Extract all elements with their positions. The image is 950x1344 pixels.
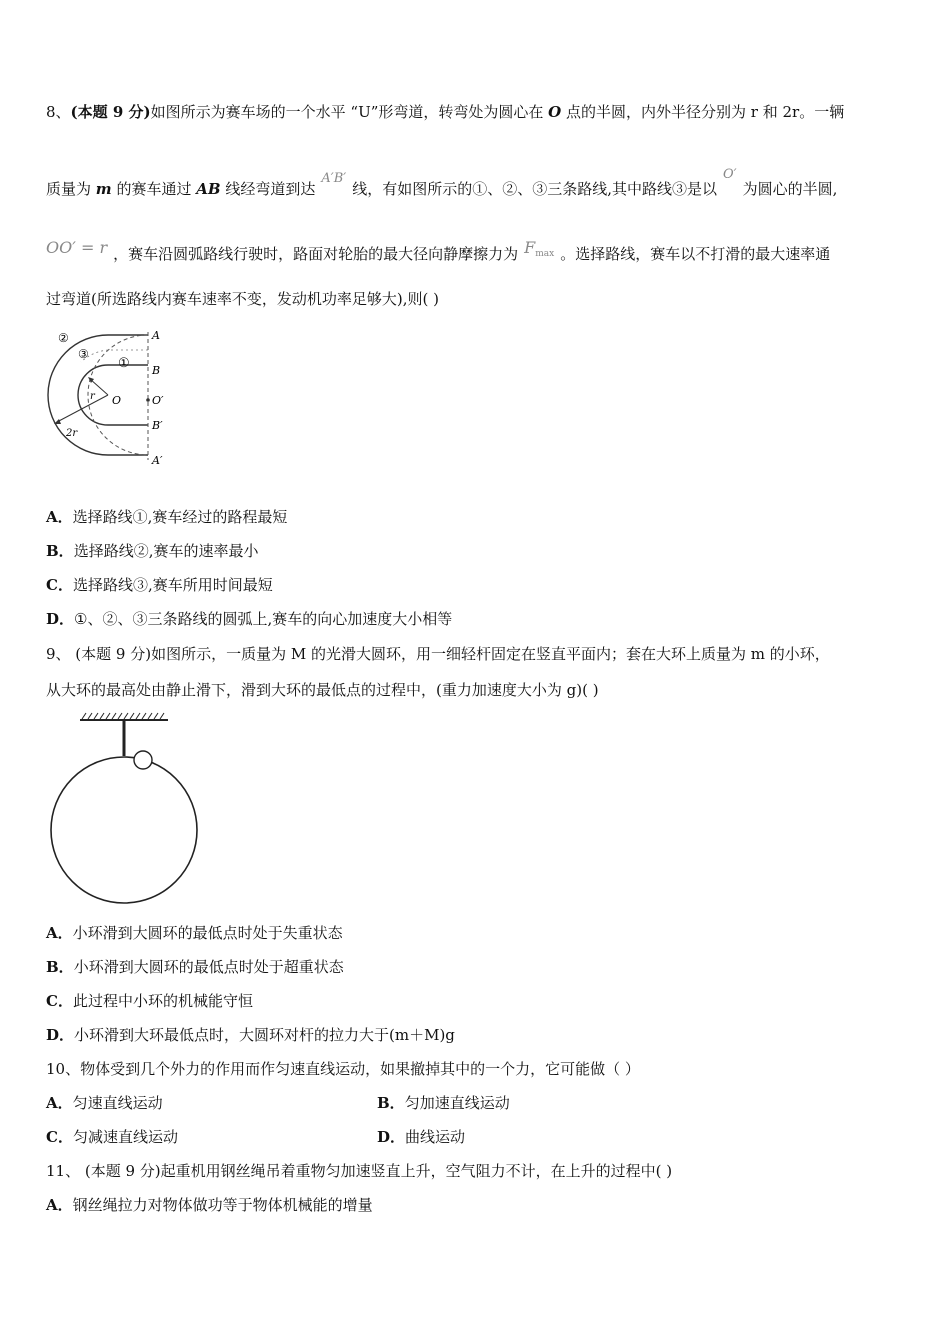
q9-text-1: 9、 (本题 9 分)如图所示，一质量为 M 的光滑大圆环，用一细轻杆固定在竖直平面内；套在大环上质量为 m 的小环， <box>46 645 830 663</box>
large-ring <box>51 757 197 903</box>
q8-fmax-sub: max <box>535 249 555 259</box>
ring-figure <box>46 712 206 908</box>
q10-option-d-label: D． <box>377 1128 406 1146</box>
q9-option-d <box>46 1025 455 1045</box>
q8-line-3 <box>46 238 830 264</box>
q8-line-1 <box>46 102 844 122</box>
q10-option-c-text: 匀减速直线运动 <box>72 1128 178 1146</box>
u-turn-track-figure <box>40 322 180 472</box>
radius-r-label: r <box>90 391 95 402</box>
q9-option-c <box>46 991 253 1011</box>
route-3-label: ③ <box>78 347 89 361</box>
q9-option-a <box>46 923 343 943</box>
q9-option-d-text: 小环滑到大环最低点时，大圆环对杆的拉力大于(m＋M)g <box>74 1026 455 1044</box>
q9-text-2: 从大环的最高处由静止滑下，滑到大环的最低点的过程中，(重力加速度大小为 g)( ) <box>46 681 599 699</box>
q10-option-b <box>377 1093 510 1113</box>
q9-option-b <box>46 957 344 977</box>
q9-option-d-label: D． <box>46 1026 75 1044</box>
q9-line-1 <box>46 644 830 664</box>
q8-number: 8、 <box>46 103 71 121</box>
q10-option-b-text: 匀加速直线运动 <box>404 1094 510 1112</box>
q9-option-c-label: C． <box>46 992 73 1010</box>
q8-point-op-math: O′ <box>723 167 737 182</box>
route-1-dashed <box>81 350 148 362</box>
q8-option-a <box>46 507 287 527</box>
q8-option-a-label: A． <box>46 508 73 526</box>
q8-option-d-label: D． <box>46 610 75 628</box>
q8-option-c <box>46 575 273 595</box>
small-ring <box>134 751 152 769</box>
q8-option-b-text: 选择路线②,赛车的速率最小 <box>73 542 259 560</box>
q11-option-a-label: A． <box>46 1196 73 1214</box>
q8-line-4 <box>46 289 439 309</box>
q9-option-b-text: 小环滑到大圆环的最低点时处于超重状态 <box>73 958 344 976</box>
q8-text-3b: 。选择路线，赛车以不打滑的最大速率通 <box>560 245 831 263</box>
radius-2r-arrowhead <box>54 419 61 424</box>
point-b-label: B <box>152 364 161 377</box>
q8-option-c-label: C． <box>46 576 73 594</box>
q8-text-1a: 如图所示为赛车场的一个水平 “U”形弯道，转弯处为圆心在 <box>150 103 544 121</box>
q8-oo-equals-r-math: OO′ = r <box>46 238 108 257</box>
point-a-label: A <box>152 329 160 342</box>
q8-text-2d: 线，有如图所示的①、②、③三条路线,其中路线③是以 <box>352 180 718 198</box>
q8-option-d-text: ①、②、③三条路线的圆弧上,赛车的向心加速度大小相等 <box>74 610 453 628</box>
q8-option-b-label: B． <box>46 542 74 560</box>
q10-option-a-label: A． <box>46 1094 73 1112</box>
q8-point-o: O <box>548 103 562 121</box>
q11-option-a-text: 钢丝绳拉力对物体做功等于物体机械能的增量 <box>72 1196 373 1214</box>
point-o-label: O <box>112 394 122 407</box>
route-1-label: ① <box>118 356 130 371</box>
q10-option-a <box>46 1093 163 1113</box>
q9-option-c-text: 此过程中小环的机械能守恒 <box>72 992 253 1010</box>
q11-text-1: 11、 (本题 9 分)起重机用钢丝绳吊着重物匀加速竖直上升，空气阻力不计，在上升的过程中( ) <box>46 1162 673 1180</box>
q8-line-2 <box>46 165 837 199</box>
q8-tag: (本题 9 分) <box>70 103 151 121</box>
q8-line-ab: AB <box>196 180 221 198</box>
q9-line-2 <box>46 680 599 700</box>
q8-line-apbp-math: A′B′ <box>321 171 347 186</box>
q10-option-d-text: 曲线运动 <box>405 1128 466 1146</box>
q8-option-d <box>46 609 452 629</box>
point-a-prime-label: A′ <box>152 454 163 467</box>
q8-text-4: 过弯道(所选路线内赛车速率不变，发动机功率足够大),则( ) <box>46 290 439 308</box>
q10-option-b-label: B． <box>377 1094 405 1112</box>
q10-text-1: 10、物体受到几个外力的作用而作匀速直线运动，如果撤掉其中的一个力，它可能做（ ） <box>46 1060 640 1078</box>
q9-option-b-label: B． <box>46 958 74 976</box>
q8-option-b <box>46 541 258 561</box>
q9-option-a-text: 小环滑到大圆环的最低点时处于失重状态 <box>72 924 343 942</box>
point-b-prime-label: B′ <box>152 419 163 432</box>
radius-2r-line <box>57 395 108 422</box>
q10-line-1 <box>46 1059 640 1079</box>
q8-mass-m: m <box>95 180 112 198</box>
q10-option-d <box>377 1127 465 1147</box>
q8-text-3a: ，赛车沿圆弧路线行驶时，路面对轮胎的最大径向静摩擦力为 <box>113 245 519 263</box>
ceiling-hatch <box>82 713 164 719</box>
q8-text-1b: 点的半圆，内外半径分别为 r 和 2r。一辆 <box>566 103 845 121</box>
q10-option-a-text: 匀速直线运动 <box>72 1094 163 1112</box>
outer-track-path <box>48 335 148 455</box>
q8-text-2b: 的赛车通过 <box>116 180 192 198</box>
point-o-prime-label: O′ <box>152 394 164 407</box>
q11-line-1 <box>46 1161 672 1181</box>
radius-2r-label: 2r <box>66 428 78 439</box>
q10-option-c <box>46 1127 178 1147</box>
q8-fmax-f: F <box>524 238 536 257</box>
q8-text-2c: 线经弯道到达 <box>225 180 316 198</box>
q8-option-c-text: 选择路线③,赛车所用时间最短 <box>72 576 273 594</box>
q10-option-c-label: C． <box>46 1128 73 1146</box>
q8-option-a-text: 选择路线①,赛车经过的路程最短 <box>72 508 288 526</box>
q8-text-2a: 质量为 <box>46 180 92 198</box>
center-o-prime-dot <box>146 398 150 402</box>
q8-text-2e: 为圆心的半圆, <box>742 180 838 198</box>
route-2-label: ② <box>58 331 69 345</box>
q8-fmax-math <box>524 238 554 264</box>
q9-option-a-label: A． <box>46 924 73 942</box>
q11-option-a <box>46 1195 373 1215</box>
